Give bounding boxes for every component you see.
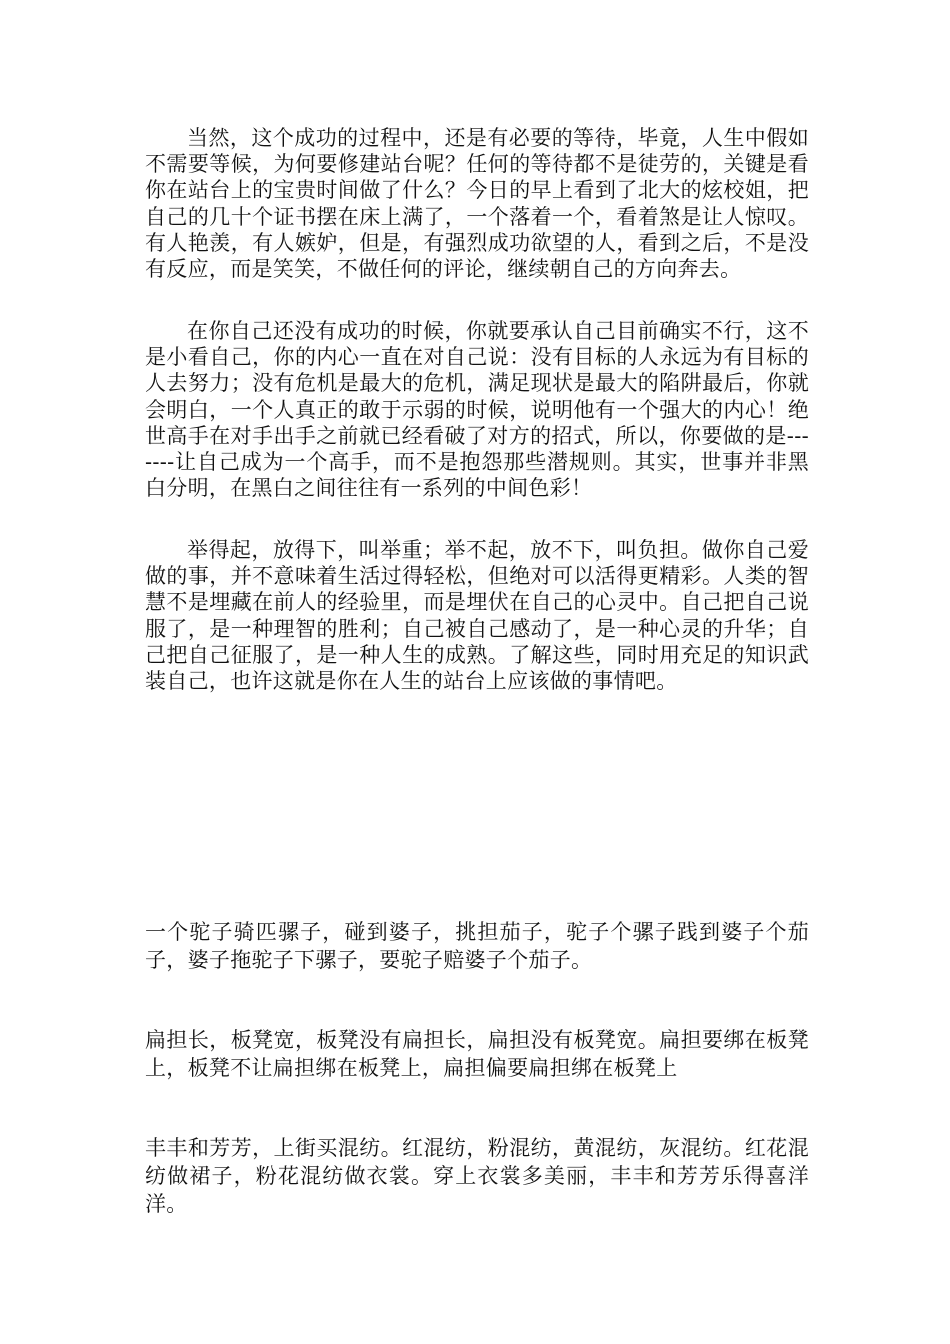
essay-paragraph-2: 在你自己还没有成功的时候，你就要承认自己目前确实不行，这不是小看自己，你的内心一直在对自己说：没有目标的人永远为有目标的人去努力；没有危机是最大的危机，满足现状是最大的陷阱最后，你就会明白，一个人真正的敢于示弱的时候，说明他有一个强大的内心！绝世高手在对手出手之前就已经看破了对方的招式，所以，你要做的是-------让自己成为一个高手，而不是抱怨那些潜规则。其实，世事并非黑白分明，在黑白之间往往有一系列的中间色彩！ <box>145 319 809 501</box>
tongue-twister-3: 丰丰和芳芳，上街买混纺。红混纺，粉混纺，黄混纺，灰混纺。红花混纺做裙子，粉花混纺做衣裳。穿上衣裳多美丽，丰丰和芳芳乐得喜洋洋。 <box>145 1136 809 1216</box>
essay-paragraph-1: 当然，这个成功的过程中，还是有必要的等待，毕竟，人生中假如不需要等候，为何要修建站台呢？任何的等待都不是徒劳的，关键是看你在站台上的宝贵时间做了什么？今日的早上看到了北大的炫校姐，把自己的几十个证书摆在床上满了，一个落着一个，看着煞是让人惊叹。有人艳羡，有人嫉妒，但是，有强烈成功欲望的人，看到之后，不是没有反应，而是笑笑，不做任何的评论，继续朝自己的方向奔去。 <box>145 126 809 282</box>
essay-paragraph-3: 举得起，放得下，叫举重；举不起，放不下，叫负担。做你自己爱做的事，并不意味着生活过得轻松，但绝对可以活得更精彩。人类的智慧不是埋藏在前人的经验里，而是埋伏在自己的心灵中。自己把自己说服了，是一种理智的胜利；自己被自己感动了，是一种心灵的升华；自己把自己征服了，是一种人生的成熟。了解这些，同时用充足的知识武装自己，也许这就是你在人生的站台上应该做的事情吧。 <box>145 538 809 694</box>
tongue-twister-1: 一个驼子骑匹骡子，碰到婆子，挑担茄子，驼子个骡子践到婆子个茄子，婆子拖驼子下骡子，要驼子赔婆子个茄子。 <box>145 920 809 972</box>
tongue-twister-2: 扁担长，板凳宽，板凳没有扁担长，扁担没有板凳宽。扁担要绑在板凳上，板凳不让扁担绑在板凳上，扁担偏要扁担绑在板凳上 <box>145 1028 809 1080</box>
